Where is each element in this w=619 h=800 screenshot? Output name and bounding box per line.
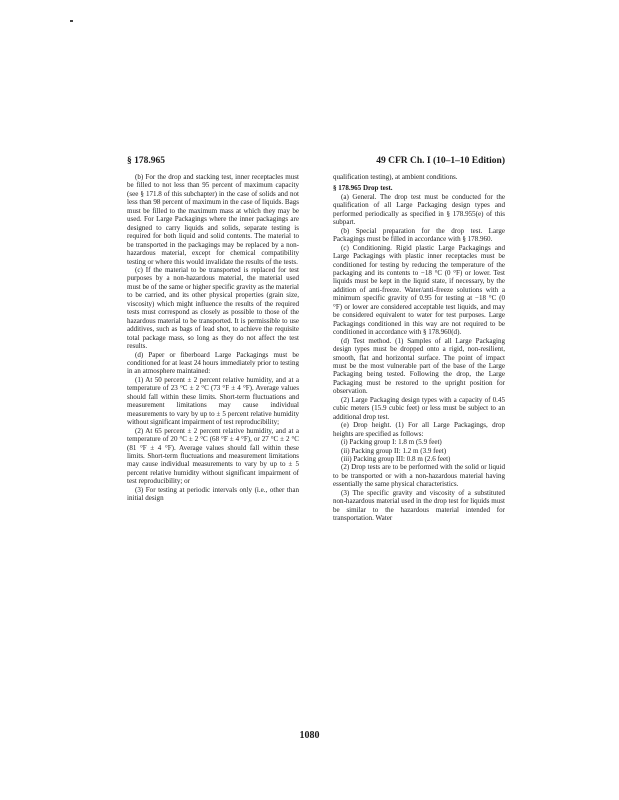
page-number: 1080 — [299, 730, 320, 741]
running-head-section: § 178.965 — [127, 156, 165, 166]
list-item-packing-group-1: (i) Packing group I: 1.8 m (5.9 feet) — [341, 438, 442, 447]
scan-speck — [70, 20, 73, 22]
paragraph-a-general: (a) General. The drop test must be conducted for the qualification of all Large Packaging design types and performed periodically as specified in § 178.955(e) of this subpart. — [333, 192, 505, 227]
paragraph-d3: (3) For testing at periodic intervals only (i.e., other than initial design — [127, 485, 299, 503]
list-item-packing-group-3: (iii) Packing group III: 0.8 m (2.6 feet) — [341, 454, 451, 463]
paragraph-d1: (1) At 50 percent ± 2 percent relative humidity, and at a temperature of 23 °C ± 2 °C (73 °F ± 4 °F). Average values should fall within these limits. Short-term fluctuations and measurement limitations may cause individual measurements to vary by up to ± 5 percent relative humidity without significant impairment of test reproducibility; — [127, 375, 299, 427]
paragraph-c: (c) If the material to be transported is replaced for test purposes by a non-hazardous material, the material used must be of the same or higher specific gravity as the material to be carried, and its other physical properties (grain size, viscosity) which might influence the results of the required tests must correspond as closely as possible to those of the hazardous material to be transported. It is permissible to use additives, such as bags of lead shot, to achieve the requisite total package mass, so long as they do not affect the test results. — [127, 265, 300, 351]
running-head-cfr: 49 CFR Ch. I (10–1–10 Edition) — [376, 156, 505, 166]
left-column — [127, 173, 299, 503]
paragraph-e-drop-height: (e) Drop height. (1) For all Large Packagings, drop heights are specified as follows: — [333, 421, 505, 438]
list-item-packing-group-2: (ii) Packing group II: 1.2 m (3.9 feet) — [341, 446, 447, 455]
paragraph-e2: (2) Drop tests are to be performed with the solid or liquid to be transported or with a non-hazardous material having essentially the same physical characteristics. — [333, 463, 505, 489]
paragraph-d2: (2) At 65 percent ± 2 percent relative humidity, and at a temperature of 20 °C ± 2 °C (68 °F ± 4 °F), or 27 °C ± 2 °C (81 °F ± 4 °F). Average values should fall within these limits. Short-term fluctuations and measurement limitations may cause individual measurements to vary by up to ± 5 percent relative humidity without significant impairment of test reproducibility; or — [127, 426, 299, 486]
right-column — [333, 173, 505, 523]
paragraph-c-conditioning: (c) Conditioning. Rigid plastic Large Packagings and Large Packagings with plastic inner receptacles must be conditioned for testing by reducing the temperature of the packaging and its contents to −18 °C (0 °F) or lower. Test liquids must be kept in the liquid state, if necessary, by the addition of anti-freeze. Water/anti-freeze solutions with a minimum specific gravity of 0.95 for testing at −18 °C (0 °F) or lower are considered acceptable test liquids, and may be considered equivalent to water for test purposes. Large Packagings conditioned in this way are not required to be conditioned in accordance with § 178.960(d). — [333, 243, 505, 337]
paragraph-d-test-method: (d) Test method. (1) Samples of all Large Packaging design types must be dropped onto a rigid, non-resilient, smooth, flat and horizontal surface. The point of impact must be the most vulnerable part of the base of the Large Packaging being tested. Following the drop, the Large Packaging must be restored to the upright position for observation. — [333, 336, 505, 396]
paragraph-b-preparation: (b) Special preparation for the drop test. Large Packagings must be filled in accordance with § 178.960. — [333, 226, 505, 244]
paragraph-d: (d) Paper or fiberboard Large Packagings must be conditioned for at least 24 hours immediately prior to testing in an atmosphere maintained: — [127, 350, 299, 376]
paragraph-e3: (3) The specific gravity and viscosity of a substituted non-hazardous material used in the drop test for liquids must be similar to the hazardous material intended for transportation. Water — [333, 488, 505, 523]
paragraph-b: (b) For the drop and stacking test, inner receptacles must be filled to not less than 95 percent of maximum capacity (see § 171.8 of this subchapter) in the case of solids and not less than 98 percent of maximum in the case of liquids. Bags must be filled to the maximum mass at which they may be used. For Large Packagings where the inner packagings are designed to carry liquids and solids, separate testing is required for both liquid and solid contents. The material to be transported in the packagings may be replaced by a non-hazardous material, except for chemical compatibility testing or where this would invalidate the results of the tests. — [127, 173, 299, 266]
section-title: § 178.965 Drop test. — [333, 184, 393, 193]
continuation-text: qualification testing), at ambient conditions. — [333, 173, 458, 181]
paragraph-d2: (2) Large Packaging design types with a capacity of 0.45 cubic meters (15.9 cubic feet) or less must be subject to an additional drop test. — [333, 395, 505, 421]
